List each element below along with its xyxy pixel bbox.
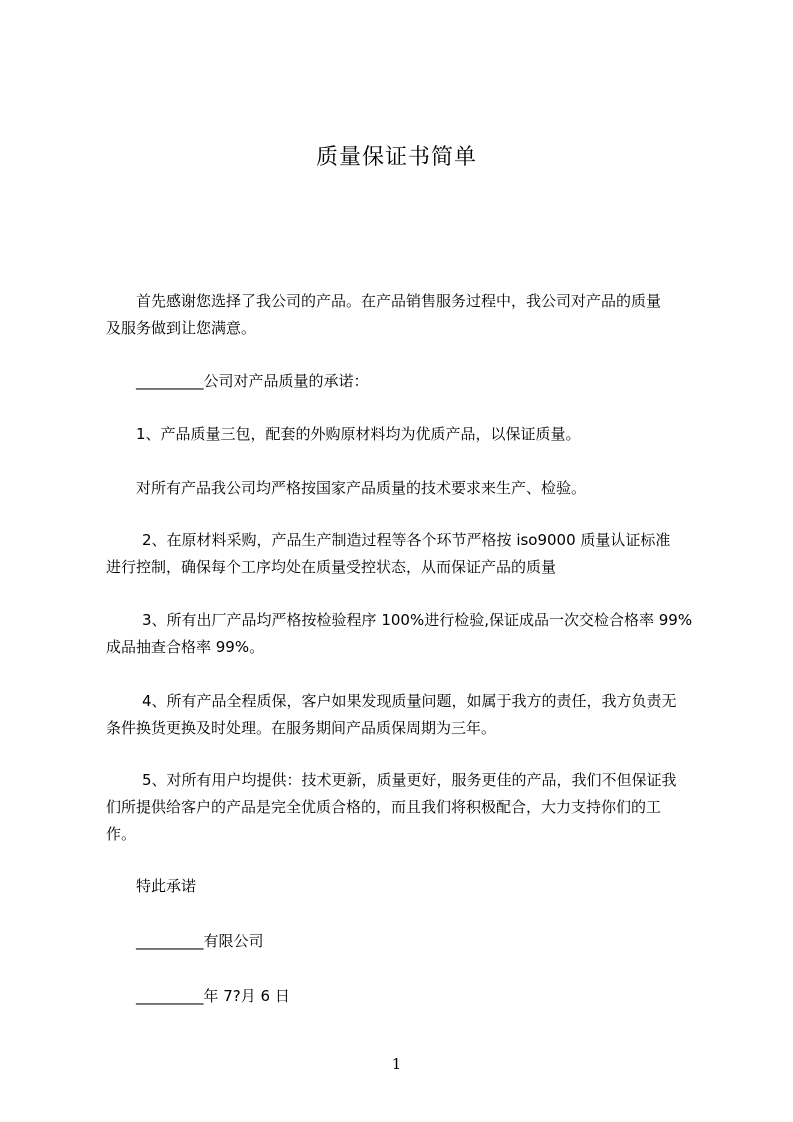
item-2-line-2: 进行控制，确保每个工序均处在质量受控状态，从而保证产品的质量 [106, 558, 557, 576]
item-3-line-1: 3、所有出厂产品均严格按检验程序 100%进行检验,保证成品一次交检合格率 99% [142, 611, 693, 629]
company-signature [106, 928, 706, 955]
item-1-note-text: 对所有产品我公司均严格按国家产品质量的技术要求来生产、检验。 [136, 479, 587, 497]
page-number: 1 [391, 1055, 402, 1073]
closing-statement [106, 873, 706, 900]
item-4 [106, 688, 706, 742]
item-5-line-1: 5、对所有用户均提供：技术更新，质量更好，服务更佳的产品，我们不但保证我 [142, 771, 677, 789]
item-3 [106, 607, 706, 661]
signature-date [106, 983, 706, 1010]
item-1 [106, 421, 706, 448]
pledge-heading [106, 368, 706, 395]
intro-paragraph [106, 288, 706, 342]
document-title: 质量保证书简单 [315, 145, 477, 170]
company-text: _________有限公司 [136, 932, 264, 950]
item-5 [106, 767, 706, 848]
item-1-text: 1、产品质量三包，配套的外购原材料均为优质产品，以保证质量。 [136, 425, 581, 443]
item-4-line-1: 4、所有产品全程质保，客户如果发现质量问题，如属于我方的责任，我方负责无 [142, 692, 677, 710]
item-2 [106, 527, 706, 581]
item-2-line-1: 2、在原材料采购，产品生产制造过程等各个环节严格按 iso9000 质量认证标准 [142, 531, 671, 549]
item-5-line-3: 作。 [106, 825, 137, 843]
intro-line-2: 及服务做到让您满意。 [106, 319, 257, 337]
date-text: _________年 7?月 6 日 [136, 987, 290, 1005]
item-3-line-2: 成品抽查合格率 99%。 [106, 638, 265, 656]
item-5-line-2: 们所提供给客户的产品是完全优质合格的，而且我们将积极配合，大力支持你们的工 [106, 798, 662, 816]
intro-line-1: 首先感谢您选择了我公司的产品。在产品销售服务过程中，我公司对产品的质量 [136, 292, 662, 310]
pledge-heading-text: _________公司对产品质量的承诺： [136, 372, 369, 390]
item-4-line-2: 条件换货更换及时处理。在服务期间产品质保周期为三年。 [106, 719, 497, 737]
closing-text: 特此承诺 [136, 877, 197, 895]
item-1-note [106, 475, 706, 502]
